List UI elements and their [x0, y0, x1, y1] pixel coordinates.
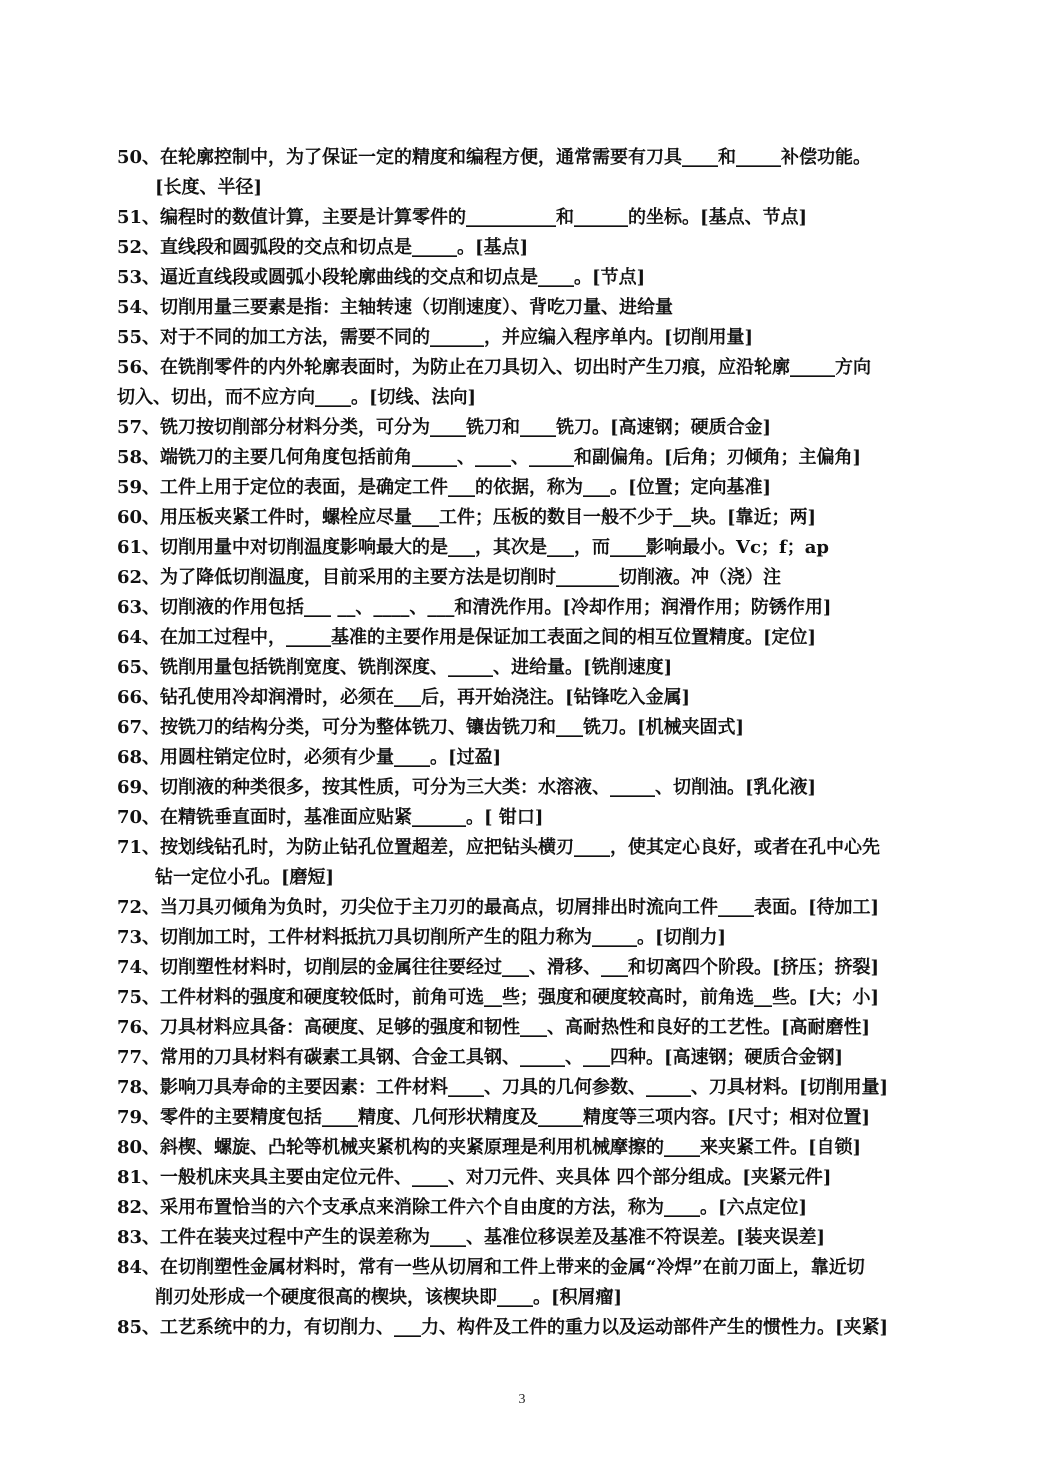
question-71: 71、按划线钻孔时，为防止钻孔位置超差，应把钻头横刃____，使其定心良好，或者在孔中心先	[117, 837, 881, 858]
question-78: 78、影响刀具寿命的主要因素：工件材料____、刀具的几何参数、_____、刀具材料。[切削用量]	[117, 1077, 889, 1098]
question-65: 65、铣削用量包括铣削宽度、铣削深度、_____、进给量。[铣削速度]	[117, 657, 673, 678]
question-54: 54、切削用量三要素是指：主轴转速（切削速度）、背吃刀量、进给量	[117, 297, 674, 318]
question-53: 53、逼近直线段或圆弧小段轮廓曲线的交点和切点是____。[节点]	[117, 267, 646, 288]
question-84-cont: 削刃处形成一个硬度很高的楔块，该楔块即____。[积屑瘤]	[155, 1287, 623, 1308]
question-list	[0, 143, 1044, 1343]
question-73: 73、切削加工时，工件材料抵抗刀具切削所产生的阻力称为_____。[切削力]	[117, 927, 727, 948]
page-number: 3	[518, 1392, 526, 1407]
question-50-cont: [长度、半径]	[155, 177, 263, 198]
question-83: 83、工件在装夹过程中产生的误差称为____、基准位移误差及基准不符误差。[装夹误差]	[117, 1227, 826, 1248]
question-69: 69、切削液的种类很多，按其性质，可分为三大类：水溶液、_____、切削油。[乳化液]	[117, 777, 817, 798]
question-82: 82、采用布置恰当的六个支承点来消除工件六个自由度的方法，称为____。[六点定位]	[117, 1197, 808, 1218]
question-51: 51、编程时的数值计算，主要是计算零件的__________和______的坐标。[基点、节点]	[117, 207, 808, 228]
question-59: 59、工件上用于定位的表面，是确定工件___的依据，称为___。[位置；定向基准]	[117, 477, 772, 498]
question-76: 76、刀具材料应具备：高硬度、足够的强度和韧性___、高耐热性和良好的工艺性。[高耐磨性]	[117, 1017, 871, 1038]
question-50: 50、在轮廓控制中，为了保证一定的精度和编程方便，通常需要有刀具____和_____补偿功能。	[117, 147, 872, 168]
question-79: 79、零件的主要精度包括____精度、几何形状精度及_____精度等三项内容。[尺寸；相对位置]	[117, 1107, 871, 1128]
question-56-cont: 切入、切出，而不应方向____。[切线、法向]	[117, 387, 477, 408]
question-71-cont: 钻一定位小孔。[磨短]	[155, 867, 335, 888]
question-64: 64、在加工过程中，_____基准的主要作用是保证加工表面之间的相互位置精度。[定位]	[117, 627, 817, 648]
question-72: 72、当刀具刃倾角为负时，刃尖位于主刀刃的最高点，切屑排出时流向工件____表面。[待加工]	[117, 897, 880, 918]
question-81: 81、一般机床夹具主要由定位元件、____、对刀元件、夹具体 四个部分组成。[夹紧元件]	[117, 1167, 832, 1188]
question-77: 77、常用的刀具材料有碳素工具钢、合金工具钢、_____、___四种。[高速钢；硬质合金钢]	[117, 1047, 844, 1068]
question-52: 52、直线段和圆弧段的交点和切点是_____。[基点]	[117, 237, 529, 258]
question-67: 67、按铣刀的结构分类，可分为整体铣刀、镶齿铣刀和___铣刀。[机械夹固式]	[117, 717, 745, 738]
question-80: 80、斜楔、螺旋、凸轮等机械夹紧机构的夹紧原理是利用机械摩擦的____来夹紧工件。[自锁]	[117, 1137, 862, 1158]
question-74: 74、切削塑性材料时，切削层的金属往往要经过___、滑移、___和切离四个阶段。[挤压；挤裂]	[117, 957, 880, 978]
question-68: 68、用圆柱销定位时，必须有少量____。[过盈]	[117, 747, 502, 768]
question-55: 55、对于不同的加工方法，需要不同的______，并应编入程序单内。[切削用量]	[117, 327, 754, 348]
question-84: 84、在切削塑性金属材料时，常有一些从切屑和工件上带来的金属“冷焊”在前刀面上，靠近切	[117, 1257, 865, 1278]
question-70: 70、在精铣垂直面时，基准面应贴紧______。[ 钳口]	[117, 807, 544, 828]
question-66: 66、钻孔使用冷却润滑时，必须在___后，再开始浇注。[钻锋吃入金属]	[117, 687, 691, 708]
question-85: 85、工艺系统中的力，有切削力、___力、构件及工件的重力以及运动部件产生的惯性力。[夹紧]	[117, 1317, 889, 1338]
question-57: 57、铣刀按切削部分材料分类，可分为____铣刀和____铣刀。[高速钢；硬质合金]	[117, 417, 772, 438]
question-56: 56、在铣削零件的内外轮廓表面时，为防止在刀具切入、切出时产生刀痕，应沿轮廓_____方向	[117, 357, 872, 378]
question-63: 63、切削液的作用包括___ __、____、___和清洗作用。[冷却作用；润滑作用；防锈作用]	[117, 597, 832, 618]
question-61: 61、切削用量中对切削温度影响最大的是___，其次是___，而____影响最小。Vc；f；ap	[117, 537, 829, 558]
question-62: 62、为了降低切削温度，目前采用的主要方法是切削时_______切削液。冲（浇）注	[117, 567, 782, 588]
question-60: 60、用压板夹紧工件时，螺栓应尽量___工件；压板的数目一般不少于__块。[靠近；两]	[117, 507, 817, 528]
question-58: 58、端铣刀的主要几何角度包括前角_____、____、_____和副偏角。[后角；刃倾角；主偏角]	[117, 447, 862, 468]
question-75: 75、工件材料的强度和硬度较低时，前角可选__些；强度和硬度较高时，前角选__些。[大；小]	[117, 987, 880, 1008]
